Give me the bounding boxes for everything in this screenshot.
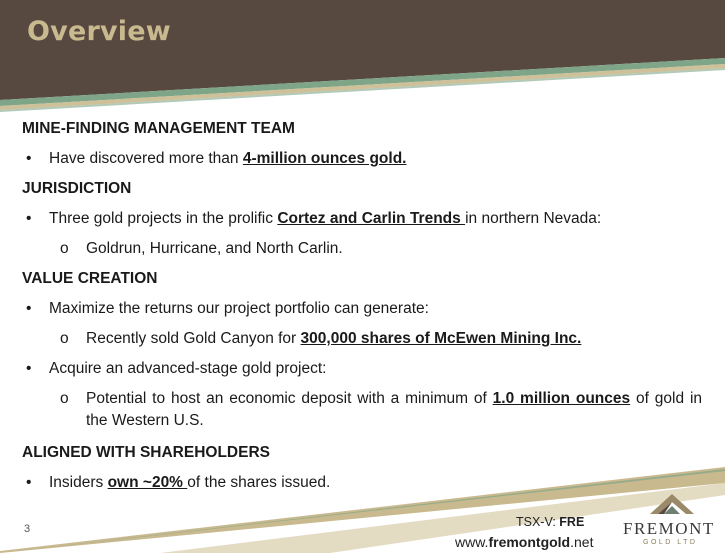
sub-bullet-project-names (22, 234, 702, 264)
highlight-cortez-carlin: Cortez and Carlin Trends (277, 210, 466, 227)
ticker-code: FRE (559, 515, 585, 529)
bullet-text-post: in northern Nevada: (465, 210, 602, 227)
highlight-1-million: 1.0 million ounces (492, 390, 631, 407)
page-number: 3 (24, 523, 31, 535)
sub-bullet-gold-canyon (22, 324, 702, 354)
section-heading-value: VALUE CREATION (22, 270, 158, 287)
sub-bullet-text: Recently sold Gold Canyon for (86, 330, 301, 347)
logo-wordmark: FREMONT (623, 519, 715, 538)
bullet-maximize: • Maximize the returns our project portfolio can generate: (22, 294, 702, 324)
website-tld: .net (570, 534, 594, 550)
bullet-acquire: • Acquire an advanced-stage gold project: (22, 354, 702, 384)
sub-bullet-marker: o (60, 240, 69, 257)
ticker-prefix: TSX-V: (516, 515, 560, 529)
sub-bullet-marker: o (60, 330, 69, 347)
bullet-text-post: of the shares issued. (187, 474, 331, 491)
section-heading-shareholders: ALIGNED WITH SHAREHOLDERS (22, 444, 270, 461)
sub-bullet-text: Potential to host an economic deposit with a minimum of (86, 390, 493, 407)
sub-bullet-text: Goldrun, Hurricane, and North Carlin. (86, 240, 343, 257)
page-title: Overview (27, 16, 171, 47)
section-heading-management: MINE-FINDING MANAGEMENT TEAM (22, 120, 295, 137)
website-pre: www. (455, 534, 489, 550)
footer-band (0, 455, 725, 553)
sub-bullet-marker: o (60, 390, 69, 407)
website-link[interactable] (455, 534, 593, 550)
highlight-4-million: 4-million ounces gold. (242, 150, 407, 167)
bullet-text: Have discovered more than (49, 150, 243, 167)
slide-content (22, 114, 702, 498)
logo-subtitle: GOLD LTD (643, 539, 698, 546)
bullet-projects (22, 204, 702, 234)
bullet-text: Three gold projects in the prolific (49, 210, 278, 227)
website-domain: fremontgold (488, 534, 571, 550)
ticker-symbol (516, 515, 584, 529)
bullet-discovered (22, 144, 702, 174)
highlight-mcewen-shares: 300,000 shares of McEwen Mining Inc. (300, 330, 582, 347)
sub-bullet-text-post: of gold in the Western U.S. (86, 390, 703, 429)
section-heading-jurisdiction: JURISDICTION (22, 180, 132, 197)
sub-bullet-potential (22, 384, 702, 438)
bullet-text: Insiders (49, 474, 108, 491)
highlight-own-20: own ~20% (107, 474, 188, 491)
